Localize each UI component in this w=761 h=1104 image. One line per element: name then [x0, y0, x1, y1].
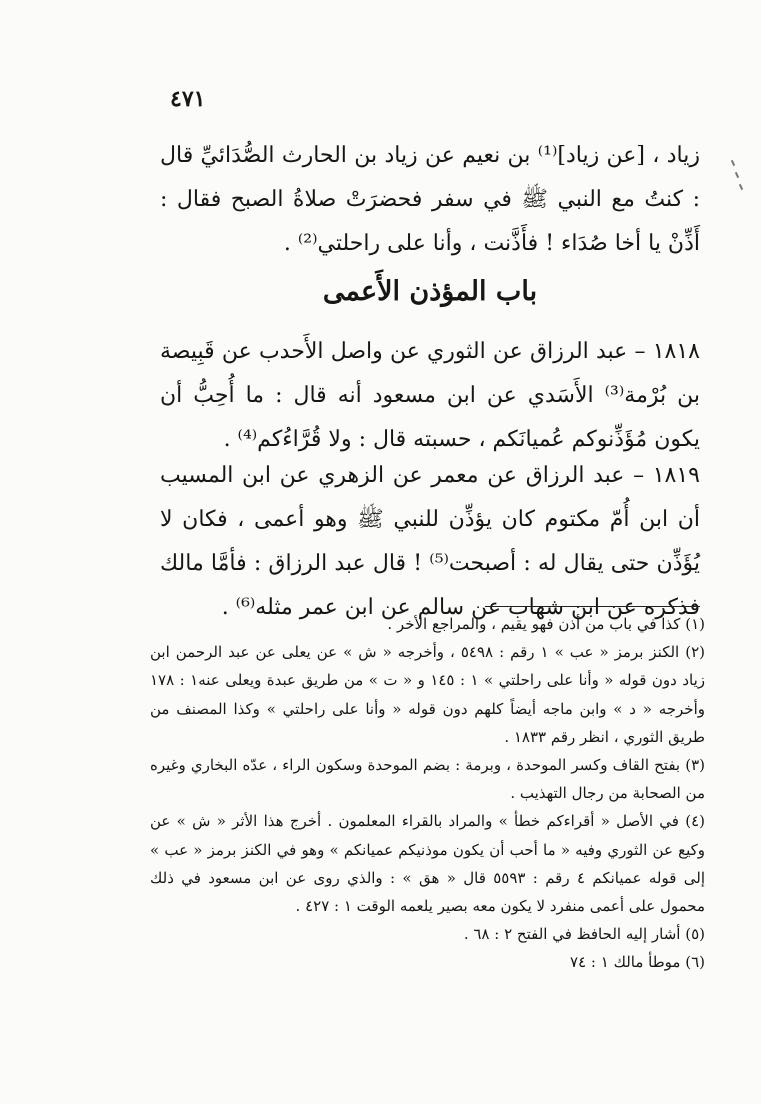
footnote-1: (١) كذا في باب من أذن فهو يقيم ، والمراجع الأخر .	[387, 615, 705, 633]
footnote-6: (٦) موطأ مالك ١ : ٧٤	[570, 953, 705, 972]
page-number: ٤٧١	[170, 86, 206, 112]
hadith-1818: ١٨١٨ – عبد الرزاق عن الثوري عن واصل الأَحدب عن قَبِيصة بن بُرْمة⁽³⁾ الأَسَدي عن ابن مسعود أنه قال : ما أُحِبُّ أن يكون مُؤَذِّنوكم عُميانَكم ، حسبته قال : ولا قُرَّاءُكم⁽⁴⁾ .	[160, 339, 700, 452]
footnote-3: (٣) بفتح القاف وكسر الموحدة ، وبرمة : بضم الموحدة وسكون الراء ، عدّه البخاري وغيره من الصحابة من رجال التهذيب .	[150, 756, 705, 803]
footnote-5: (٥) أشار إليه الحافظ في الفتح ٢ : ٦٨ .	[463, 925, 705, 944]
scan-mark	[735, 172, 739, 178]
footnote-2: (٢) الكنز برمز « عب » ١ رقم : ٥٤٩٨ ، وأخرجه « ش » عن يعلى عن عبد الرحمن ابن زياد دون قوله « وأنا على راحلتي » ١ : ١٤٥ و « ت » من طريق عبدة ويعلى عنه١ : ١٧٨ وأخرجه « د » وابن ماجه أيضاً كلهم دون قوله « وأنا على راحلتي » وكذا المصنف من طريق الثوري ، انظر رقم ١٨٣٣ .	[150, 643, 705, 746]
section-title: باب المؤذن الأَعمى	[322, 276, 538, 307]
scan-mark	[739, 184, 743, 190]
margin-scan-marks	[732, 160, 744, 200]
hadith-1819: ١٨١٩ – عبد الرزاق عن معمر عن الزهري عن ابن المسيب أن ابن أُمّ مكتوم كان يؤذِّن للنبي ﷺ وهو أعمى ، فكان لا يُؤَذِّن حتى يقال له : أصبحت⁽⁵⁾ ! قال عبد الرزاق : فأمَّا مالك فذكره عن ابن شهاب عن سالم عن ابن عمر مثله⁽⁶⁾ .	[160, 463, 700, 620]
scan-mark	[731, 160, 735, 166]
footnote-separator	[485, 606, 700, 607]
footnote-4: (٤) في الأصل « أقراءكم خطأ » والمراد بالقراء المعلمون . أخرج هذا الأثر « ش » عن وكيع عن الثوري وفيه « ما أحب أن يكون موذنيكم عميانكم » وهو في الكنز برمز « عب » إلى قوله عميانكم ٤ رقم : ٥٥٩٣ قال « هق » : والذي روى عن ابن مسعود في ذلك محمول على أعمى منفرد لا يكون معه بصير يلعمه الوقت ١ : ٤٢٧ .	[150, 812, 705, 916]
footnotes	[150, 610, 705, 977]
paragraph-continuation: زياد ، [عن زياد]⁽¹⁾ بن نعيم عن زياد بن الحارث الصُّدَائيِّ قال : كنتُ مع النبي ﷺ في سفر فحضرَتْ صلاةُ الصبح فقال : أَذِّنْ يا أخا صُدَاء ! فأَذَّنت ، وأنا على راحلتي⁽²⁾ .	[160, 143, 700, 256]
